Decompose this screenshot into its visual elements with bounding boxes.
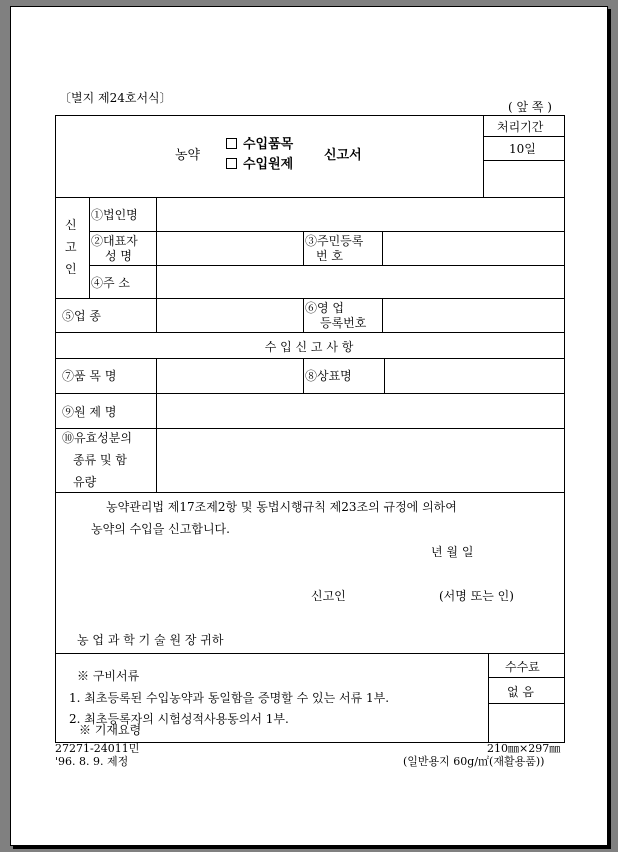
raw-material-label: ⑨원 제 명 [62, 405, 117, 419]
document-item-2: 2. 최초등록자의 시험성적사용동의서 1부. [69, 712, 289, 726]
writing-guide-note: ※ 기재요령 [79, 723, 142, 737]
applicant-label-3: 인 [65, 262, 77, 276]
raw-material-field[interactable] [157, 394, 563, 428]
declaration-line-2: 농약의 수입을 신고합니다. [91, 522, 230, 536]
corp-name-label: ①법인명 [91, 208, 138, 222]
corp-name-field[interactable] [157, 198, 563, 231]
documents-title: ※ 구비서류 [77, 669, 140, 683]
resident-no-label-2: 번 호 [316, 249, 343, 263]
option-import-product-label: 수입품목 [243, 137, 294, 152]
form-page [10, 6, 608, 846]
address-label: ④주 소 [91, 276, 130, 290]
ingredient-label-1: ⑩유효성분의 [62, 431, 132, 445]
applicant-label-1: 신 [65, 218, 77, 232]
product-name-label: ⑦품 목 명 [62, 369, 117, 383]
checkbox-import-product[interactable] [226, 138, 237, 149]
brand-name-label: ⑧상표명 [305, 369, 352, 383]
rep-name-label-2: 성 명 [105, 249, 132, 263]
option-import-product[interactable] [226, 138, 293, 152]
signer-label: 신고인 [311, 589, 346, 603]
ingredient-label-3: 유량 [73, 475, 97, 489]
signature-label: (서명 또는 인) [439, 589, 514, 603]
ingredient-field[interactable] [157, 429, 563, 492]
business-reg-label-2: 등록번호 [320, 316, 367, 330]
section-title: 수 입 신 고 사 항 [264, 340, 354, 354]
declaration-date: 년 월 일 [431, 545, 474, 559]
business-type-field[interactable] [157, 299, 303, 332]
footer-paper: (일반용지 60g/㎡(재활용품)) [403, 755, 545, 768]
recipient: 농 업 과 학 기 술 원 장 귀하 [77, 633, 224, 647]
resident-no-label-1: ③주민등록 [305, 234, 364, 248]
brand-name-field[interactable] [385, 359, 563, 393]
declaration-line-1: 농약관리법 제17조제2항 및 동법시행규칙 제23조의 규정에 의하여 [106, 500, 457, 514]
footer-code: 27271-24011민 [55, 742, 140, 755]
checkbox-import-raw[interactable] [226, 158, 237, 169]
rep-name-field[interactable] [157, 232, 303, 265]
page-side: ( 앞 쪽 ) [508, 100, 552, 114]
resident-no-field[interactable] [383, 232, 563, 265]
rep-name-label-1: ②대표자 [91, 234, 138, 248]
ingredient-label-2: 종류 및 함 [73, 453, 127, 467]
form-number: 〔별지 제24호서식〕 [59, 91, 172, 105]
fee-value: 없 음 [507, 685, 534, 699]
option-import-raw-label: 수입원제 [243, 157, 294, 172]
address-field[interactable] [157, 266, 563, 298]
option-import-raw[interactable] [226, 158, 293, 172]
processing-label: 처리기간 [497, 120, 544, 134]
fee-label: 수수료 [505, 660, 540, 674]
document-item-1: 1. 최초등록된 수입농약과 동일함을 증명할 수 있는 서류 1부. [69, 691, 390, 705]
business-reg-label-1: ⑥영 업 [305, 301, 344, 315]
applicant-label-2: 고 [65, 240, 77, 254]
title-suffix: 신고서 [324, 148, 362, 163]
title-prefix: 농약 [175, 148, 201, 163]
business-type-label: ⑤업 종 [62, 309, 101, 323]
business-reg-field[interactable] [383, 299, 563, 332]
product-name-field[interactable] [157, 359, 303, 393]
processing-value: 10일 [509, 142, 536, 156]
footer-date: '96. 8. 9. 제정 [55, 755, 129, 768]
footer-size: 210㎜×297㎜ [487, 742, 561, 755]
